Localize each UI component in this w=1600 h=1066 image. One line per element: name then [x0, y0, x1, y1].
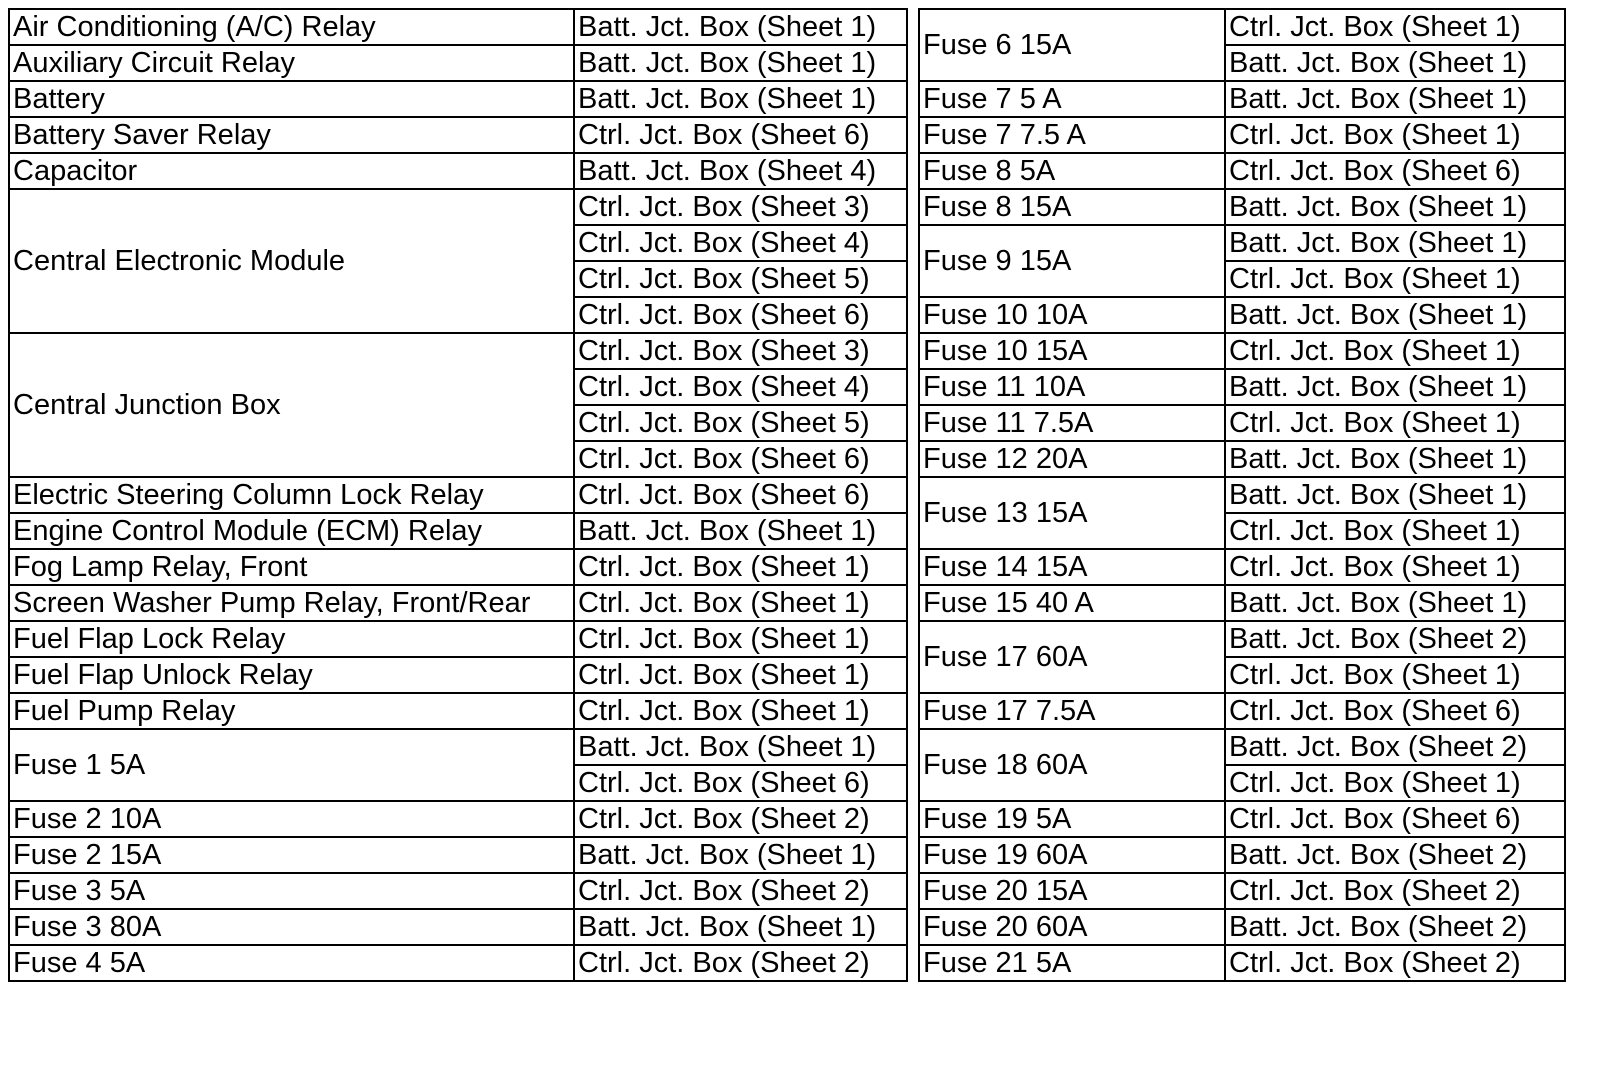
component-name-cell: Fuse 21 5A: [919, 945, 1225, 981]
location-cell: Ctrl. Jct. Box (Sheet 6): [574, 117, 907, 153]
component-name-cell: Fuse 17 7.5A: [919, 693, 1225, 729]
location-cell: Ctrl. Jct. Box (Sheet 5): [574, 261, 907, 297]
location-cell: Ctrl. Jct. Box (Sheet 4): [574, 369, 907, 405]
component-name-cell: Central Junction Box: [9, 333, 574, 477]
location-cell: Ctrl. Jct. Box (Sheet 1): [1225, 333, 1565, 369]
component-name-cell: Fuse 14 15A: [919, 549, 1225, 585]
location-cell: Ctrl. Jct. Box (Sheet 6): [1225, 693, 1565, 729]
location-cell: Ctrl. Jct. Box (Sheet 2): [1225, 945, 1565, 981]
table-row: [9, 189, 907, 225]
table-row: [919, 693, 1565, 729]
location-cell: Ctrl. Jct. Box (Sheet 6): [574, 441, 907, 477]
table-row: [9, 9, 907, 45]
table-row: [9, 693, 907, 729]
location-cell: Ctrl. Jct. Box (Sheet 6): [1225, 801, 1565, 837]
table-row: [9, 873, 907, 909]
location-cell: Batt. Jct. Box (Sheet 1): [574, 837, 907, 873]
component-name-cell: Fuse 8 5A: [919, 153, 1225, 189]
component-name-cell: Fuse 11 7.5A: [919, 405, 1225, 441]
table-row: [919, 621, 1565, 657]
location-cell: Batt. Jct. Box (Sheet 1): [1225, 225, 1565, 261]
location-cell: Ctrl. Jct. Box (Sheet 1): [1225, 117, 1565, 153]
location-cell: Ctrl. Jct. Box (Sheet 1): [1225, 765, 1565, 801]
location-cell: Batt. Jct. Box (Sheet 1): [1225, 369, 1565, 405]
table-row: [919, 477, 1565, 513]
component-name-cell: Fuse 2 10A: [9, 801, 574, 837]
location-cell: Ctrl. Jct. Box (Sheet 5): [574, 405, 907, 441]
location-cell: Batt. Jct. Box (Sheet 4): [574, 153, 907, 189]
component-name-cell: Fuse 19 5A: [919, 801, 1225, 837]
location-cell: Ctrl. Jct. Box (Sheet 2): [574, 945, 907, 981]
location-cell: Batt. Jct. Box (Sheet 1): [1225, 189, 1565, 225]
table-row: [919, 549, 1565, 585]
location-cell: Batt. Jct. Box (Sheet 1): [574, 45, 907, 81]
table-row: [919, 585, 1565, 621]
table-row: [919, 837, 1565, 873]
table-row: [919, 405, 1565, 441]
table-row: [9, 837, 907, 873]
location-cell: Ctrl. Jct. Box (Sheet 1): [1225, 513, 1565, 549]
component-name-cell: Electric Steering Column Lock Relay: [9, 477, 574, 513]
location-cell: Batt. Jct. Box (Sheet 2): [1225, 837, 1565, 873]
location-cell: Ctrl. Jct. Box (Sheet 2): [574, 801, 907, 837]
location-cell: Batt. Jct. Box (Sheet 1): [1225, 585, 1565, 621]
table-row: [919, 153, 1565, 189]
location-cell: Ctrl. Jct. Box (Sheet 1): [1225, 405, 1565, 441]
component-name-cell: Auxiliary Circuit Relay: [9, 45, 574, 81]
component-name-cell: Fuse 3 5A: [9, 873, 574, 909]
table-row: [919, 81, 1565, 117]
component-name-cell: Fuse 10 10A: [919, 297, 1225, 333]
component-name-cell: Central Electronic Module: [9, 189, 574, 333]
location-cell: Ctrl. Jct. Box (Sheet 1): [1225, 9, 1565, 45]
table-row: [919, 9, 1565, 45]
table-row: [919, 225, 1565, 261]
component-name-cell: Screen Washer Pump Relay, Front/Rear: [9, 585, 574, 621]
component-name-cell: Fuse 6 15A: [919, 9, 1225, 81]
location-cell: Ctrl. Jct. Box (Sheet 1): [574, 693, 907, 729]
location-cell: Ctrl. Jct. Box (Sheet 2): [574, 873, 907, 909]
location-cell: Batt. Jct. Box (Sheet 2): [1225, 909, 1565, 945]
component-name-cell: Fuse 1 5A: [9, 729, 574, 801]
table-row: [919, 441, 1565, 477]
table-row: [919, 873, 1565, 909]
table-row: [9, 333, 907, 369]
location-cell: Batt. Jct. Box (Sheet 1): [1225, 441, 1565, 477]
table-row: [919, 117, 1565, 153]
location-cell: Ctrl. Jct. Box (Sheet 1): [574, 657, 907, 693]
table-row: [919, 297, 1565, 333]
location-cell: Batt. Jct. Box (Sheet 2): [1225, 729, 1565, 765]
component-name-cell: Fuse 4 5A: [9, 945, 574, 981]
location-cell: Batt. Jct. Box (Sheet 1): [574, 513, 907, 549]
component-name-cell: Fuse 19 60A: [919, 837, 1225, 873]
table-row: [9, 657, 907, 693]
component-name-cell: Fuse 2 15A: [9, 837, 574, 873]
location-cell: Ctrl. Jct. Box (Sheet 1): [1225, 549, 1565, 585]
component-name-cell: Engine Control Module (ECM) Relay: [9, 513, 574, 549]
location-cell: Ctrl. Jct. Box (Sheet 6): [1225, 153, 1565, 189]
component-name-cell: Fuse 11 10A: [919, 369, 1225, 405]
table-row: [9, 549, 907, 585]
table-row: [919, 945, 1565, 981]
table-row: [9, 81, 907, 117]
component-location-table-right: [918, 8, 1566, 982]
component-name-cell: Fuse 9 15A: [919, 225, 1225, 297]
table-row: [9, 153, 907, 189]
component-name-cell: Battery: [9, 81, 574, 117]
location-cell: Ctrl. Jct. Box (Sheet 6): [574, 765, 907, 801]
component-name-cell: Capacitor: [9, 153, 574, 189]
table-row: [9, 45, 907, 81]
table-body: [9, 9, 907, 981]
location-cell: Ctrl. Jct. Box (Sheet 3): [574, 189, 907, 225]
table-row: [9, 117, 907, 153]
component-name-cell: Fuse 7 7.5 A: [919, 117, 1225, 153]
table-row: [919, 729, 1565, 765]
component-name-cell: Fuse 12 20A: [919, 441, 1225, 477]
component-location-table-left: [8, 8, 908, 982]
location-cell: Batt. Jct. Box (Sheet 1): [574, 81, 907, 117]
location-cell: Batt. Jct. Box (Sheet 1): [574, 909, 907, 945]
table-row: [919, 369, 1565, 405]
location-cell: Batt. Jct. Box (Sheet 1): [1225, 477, 1565, 513]
location-cell: Ctrl. Jct. Box (Sheet 1): [1225, 261, 1565, 297]
location-cell: Ctrl. Jct. Box (Sheet 1): [574, 585, 907, 621]
table-row: [9, 621, 907, 657]
component-name-cell: Fuse 20 15A: [919, 873, 1225, 909]
location-cell: Ctrl. Jct. Box (Sheet 4): [574, 225, 907, 261]
location-cell: Ctrl. Jct. Box (Sheet 6): [574, 477, 907, 513]
component-name-cell: Fuse 7 5 A: [919, 81, 1225, 117]
component-name-cell: Fuse 18 60A: [919, 729, 1225, 801]
component-name-cell: Air Conditioning (A/C) Relay: [9, 9, 574, 45]
location-cell: Batt. Jct. Box (Sheet 1): [1225, 45, 1565, 81]
table-row: [9, 585, 907, 621]
location-cell: Ctrl. Jct. Box (Sheet 1): [1225, 657, 1565, 693]
table-row: [919, 189, 1565, 225]
component-name-cell: Fog Lamp Relay, Front: [9, 549, 574, 585]
component-name-cell: Fuel Flap Lock Relay: [9, 621, 574, 657]
component-name-cell: Fuel Pump Relay: [9, 693, 574, 729]
component-name-cell: Battery Saver Relay: [9, 117, 574, 153]
component-name-cell: Fuel Flap Unlock Relay: [9, 657, 574, 693]
location-cell: Batt. Jct. Box (Sheet 1): [1225, 297, 1565, 333]
table-row: [9, 729, 907, 765]
table-row: [9, 945, 907, 981]
table-row: [919, 333, 1565, 369]
component-name-cell: Fuse 15 40 A: [919, 585, 1225, 621]
component-name-cell: Fuse 8 15A: [919, 189, 1225, 225]
component-name-cell: Fuse 20 60A: [919, 909, 1225, 945]
table-body: [919, 9, 1565, 981]
table-row: [9, 801, 907, 837]
location-cell: Ctrl. Jct. Box (Sheet 3): [574, 333, 907, 369]
location-cell: Batt. Jct. Box (Sheet 1): [574, 729, 907, 765]
table-row: [9, 909, 907, 945]
table-row: [9, 513, 907, 549]
location-cell: Ctrl. Jct. Box (Sheet 6): [574, 297, 907, 333]
location-cell: Batt. Jct. Box (Sheet 2): [1225, 621, 1565, 657]
component-name-cell: Fuse 3 80A: [9, 909, 574, 945]
component-name-cell: Fuse 13 15A: [919, 477, 1225, 549]
location-cell: Batt. Jct. Box (Sheet 1): [1225, 81, 1565, 117]
table-row: [919, 801, 1565, 837]
component-name-cell: Fuse 10 15A: [919, 333, 1225, 369]
table-row: [9, 477, 907, 513]
location-cell: Batt. Jct. Box (Sheet 1): [574, 9, 907, 45]
location-cell: Ctrl. Jct. Box (Sheet 1): [574, 621, 907, 657]
location-cell: Ctrl. Jct. Box (Sheet 2): [1225, 873, 1565, 909]
component-name-cell: Fuse 17 60A: [919, 621, 1225, 693]
table-row: [919, 909, 1565, 945]
location-cell: Ctrl. Jct. Box (Sheet 1): [574, 549, 907, 585]
